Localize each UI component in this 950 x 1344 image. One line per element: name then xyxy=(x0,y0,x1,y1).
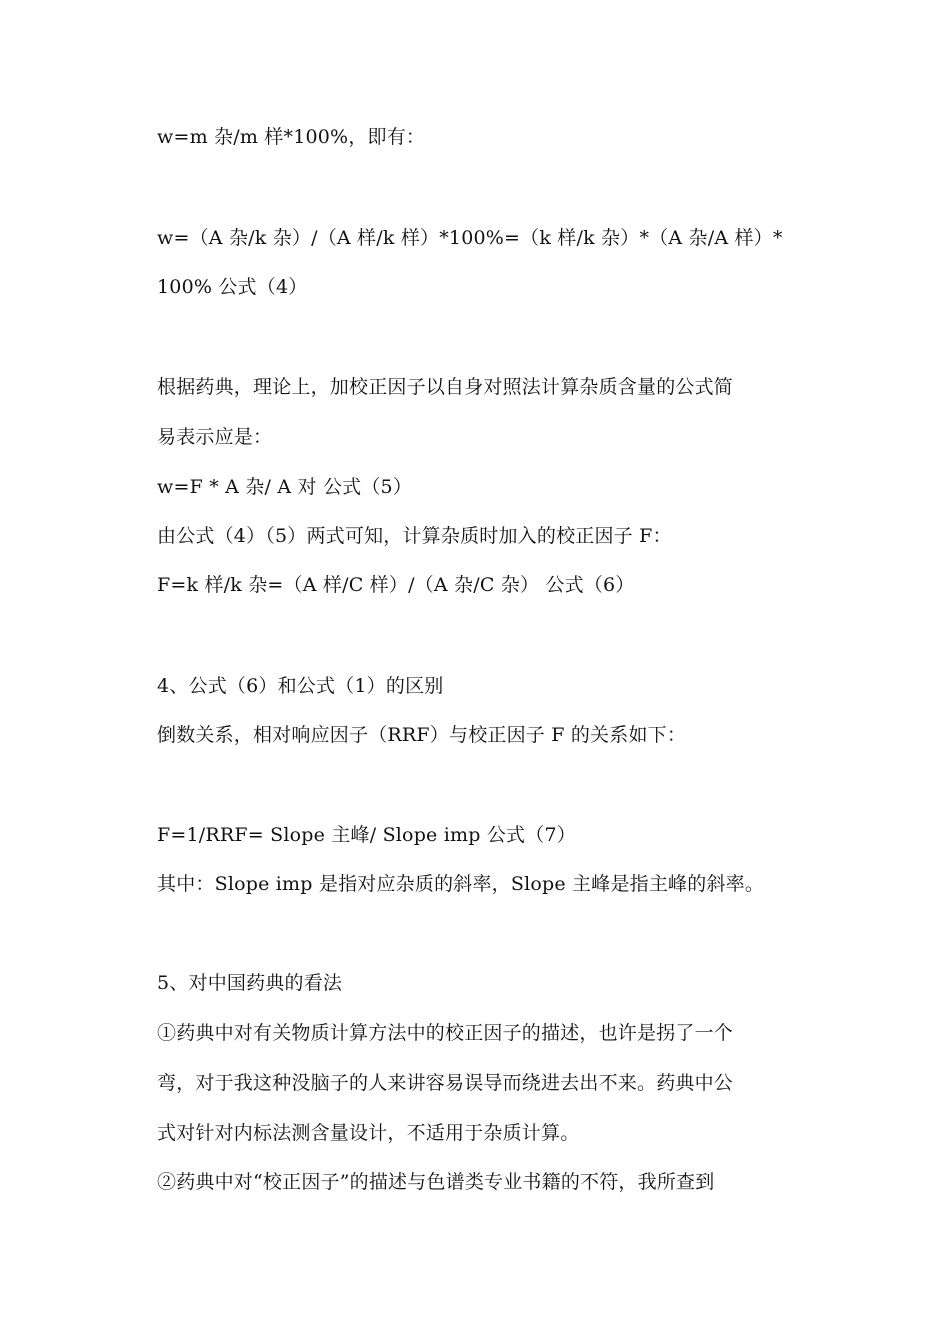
paragraph-slope-explanation: 其中：Slope imp 是指对应杂质的斜率，Slope 主峰是指主峰的斜率。 xyxy=(157,873,765,895)
paragraph-point1-line2: 弯，对于我这种没脑子的人来讲容易误导而绕进去出不来。药典中公 xyxy=(157,1072,734,1094)
formula-line-6: F=k 样/k 杂=（A 样/C 样）/（A 杂/C 杂） 公式（6） xyxy=(157,574,635,596)
paragraph-reciprocal-relation: 倒数关系，相对响应因子（RRF）与校正因子 F 的关系如下： xyxy=(157,724,687,746)
formula-line-4-part2: 100% 公式（4） xyxy=(157,276,308,298)
section-heading-5: 5、对中国药典的看法 xyxy=(157,972,343,994)
formula-line-5: w=F * A 杂/ A 对 公式（5） xyxy=(157,476,413,498)
formula-line-7: F=1/RRF= Slope 主峰/ Slope imp 公式（7） xyxy=(157,824,576,846)
formula-line-4-part1: w=（A 杂/k 杂）/（A 样/k 样）*100%=（k 样/k 杂）*（A 杂/A 样）* xyxy=(157,227,783,249)
paragraph-point1-line3: 式对针对内标法测含量设计，不适用于杂质计算。 xyxy=(157,1122,580,1144)
paragraph-pharmacopoeia-line2: 易表示应是： xyxy=(157,426,273,448)
paragraph-point1-line1: ①药典中对有关物质计算方法中的校正因子的描述，也许是拐了一个 xyxy=(157,1022,734,1044)
formula-line-w-definition: w=m 杂/m 样*100%，即有： xyxy=(157,126,426,148)
paragraph-point2-line1: ②药典中对“校正因子”的描述与色谱类专业书籍的不符，我所查到 xyxy=(157,1171,715,1193)
section-heading-4: 4、公式（6）和公式（1）的区别 xyxy=(157,675,444,697)
paragraph-correction-factor: 由公式（4）（5）两式可知，计算杂质时加入的校正因子 F： xyxy=(157,525,672,547)
paragraph-pharmacopoeia-line1: 根据药典，理论上，加校正因子以自身对照法计算杂质含量的公式简 xyxy=(157,376,734,398)
